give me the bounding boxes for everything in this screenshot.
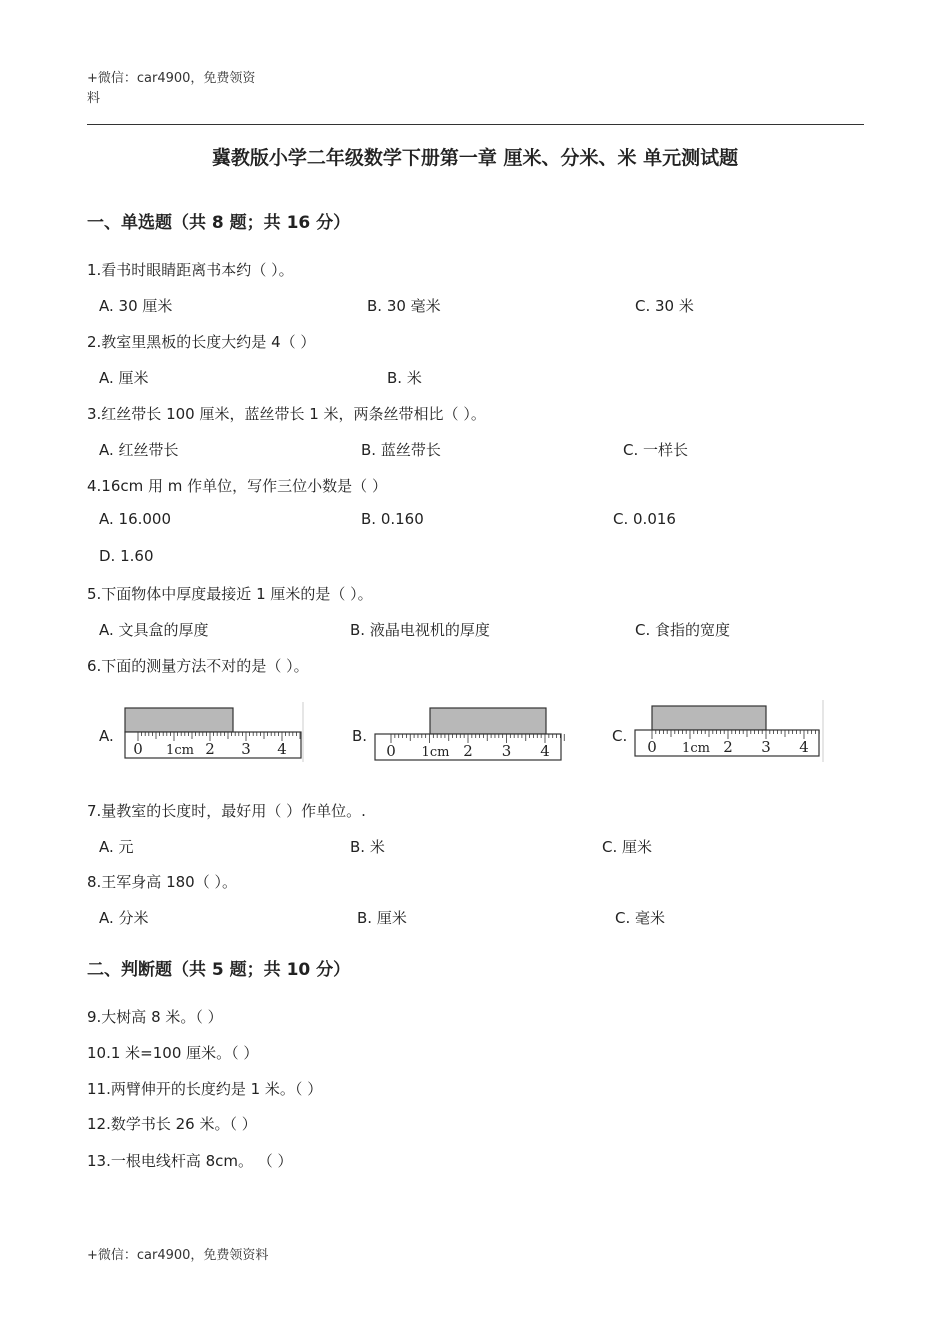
ruler-label: 2 xyxy=(205,740,215,758)
ruler-label: 2 xyxy=(463,742,473,760)
q6-ruler-figure-c xyxy=(633,700,825,764)
question-12: 12.数学书长 26 米。（ ） xyxy=(87,1115,257,1133)
page-title: 冀教版小学二年级数学下册第一章 厘米、分米、米 单元测试题 xyxy=(211,147,739,169)
question-1: 1.看书时眼睛距离书本约（ ）。 xyxy=(87,261,294,279)
ruler-label: 3 xyxy=(241,740,251,758)
question-4: 4.16cm 用 m 作单位，写作三位小数是（ ） xyxy=(87,477,387,495)
question-8: 8.王军身高 180（ ）。 xyxy=(87,873,237,891)
q8-option-b[interactable]: B. 厘米 xyxy=(357,909,407,927)
q6-option-c[interactable]: C. xyxy=(612,727,628,745)
q6-option-a[interactable]: A. xyxy=(99,727,114,745)
ruler-label: 1cm xyxy=(682,741,710,756)
question-13: 13.一根电线杆高 8cm。 （ ） xyxy=(87,1152,293,1170)
ruler-label: 4 xyxy=(277,740,287,758)
question-5: 5.下面物体中厚度最接近 1 厘米的是（ ）。 xyxy=(87,585,373,603)
ruler-label: 1cm xyxy=(166,743,194,758)
q6-ruler-figure-a xyxy=(120,700,304,764)
q6-option-b[interactable]: B. xyxy=(352,727,368,745)
q6-a-block xyxy=(125,708,233,732)
section-1-heading: 一、单选题（共 8 题；共 16 分） xyxy=(87,213,351,233)
ruler-label: 3 xyxy=(501,742,512,760)
q5-option-c[interactable]: C. 食指的宽度 xyxy=(635,621,731,639)
q1-option-b[interactable]: B. 30 毫米 xyxy=(367,297,441,315)
header-line-2: 料 xyxy=(87,91,101,106)
q7-option-a[interactable]: A. 元 xyxy=(99,838,134,856)
q7-option-c[interactable]: C. 厘米 xyxy=(602,838,653,856)
ruler-label: 3 xyxy=(761,738,771,756)
question-7: 7.量教室的长度时，最好用（ ）作单位。. xyxy=(87,802,366,820)
ruler-label: 4 xyxy=(799,738,809,756)
q6-b-block xyxy=(430,708,546,734)
question-9: 9.大树高 8 米。（ ） xyxy=(87,1008,223,1026)
question-3: 3.红丝带长 100 厘米，蓝丝带长 1 米，两条丝带相比（ ）。 xyxy=(87,405,486,423)
q3-option-a[interactable]: A. 红丝带长 xyxy=(99,441,179,459)
q4-option-a[interactable]: A. 16.000 xyxy=(99,510,172,528)
q5-option-b[interactable]: B. 液晶电视机的厚度 xyxy=(350,621,490,639)
q1-option-a[interactable]: A. 30 厘米 xyxy=(99,297,173,315)
q4-option-b[interactable]: B. 0.160 xyxy=(361,510,424,528)
q8-option-a[interactable]: A. 分米 xyxy=(99,909,149,927)
question-10: 10.1 米=100 厘米。（ ） xyxy=(87,1044,259,1062)
q3-option-b[interactable]: B. 蓝丝带长 xyxy=(361,441,441,459)
q5-option-a[interactable]: A. 文具盒的厚度 xyxy=(99,621,209,639)
section-2-heading: 二、判断题（共 5 题；共 10 分） xyxy=(87,960,351,980)
q8-option-c[interactable]: C. 毫米 xyxy=(615,909,666,927)
footer-note: +微信：car4900，免费领资料 xyxy=(87,1248,269,1263)
ruler-label: 0 xyxy=(133,740,143,758)
header-line-1: +微信：car4900，免费领资 xyxy=(87,71,256,86)
q3-option-c[interactable]: C. 一样长 xyxy=(623,441,689,459)
q6-ruler-figure-b xyxy=(373,700,565,764)
q4-option-c[interactable]: C. 0.016 xyxy=(613,510,676,528)
question-2: 2.教室里黑板的长度大约是 4（ ） xyxy=(87,333,316,351)
q7-option-b[interactable]: B. 米 xyxy=(350,838,385,856)
q2-option-b[interactable]: B. 米 xyxy=(387,369,422,387)
ruler-label: 0 xyxy=(386,742,396,760)
ruler-label: 1cm xyxy=(421,745,450,760)
q2-option-a[interactable]: A. 厘米 xyxy=(99,369,149,387)
ruler-label: 2 xyxy=(723,738,733,756)
ruler-label: 4 xyxy=(540,742,550,760)
header-divider xyxy=(87,124,864,125)
q4-option-d[interactable]: D. 1.60 xyxy=(99,547,154,565)
question-11: 11.两臂伸开的长度约是 1 米。（ ） xyxy=(87,1080,323,1098)
q1-option-c[interactable]: C. 30 米 xyxy=(635,297,694,315)
ruler-label: 0 xyxy=(647,738,657,756)
q6-c-block xyxy=(652,706,766,730)
question-6: 6.下面的测量方法不对的是（ ）。 xyxy=(87,657,309,675)
